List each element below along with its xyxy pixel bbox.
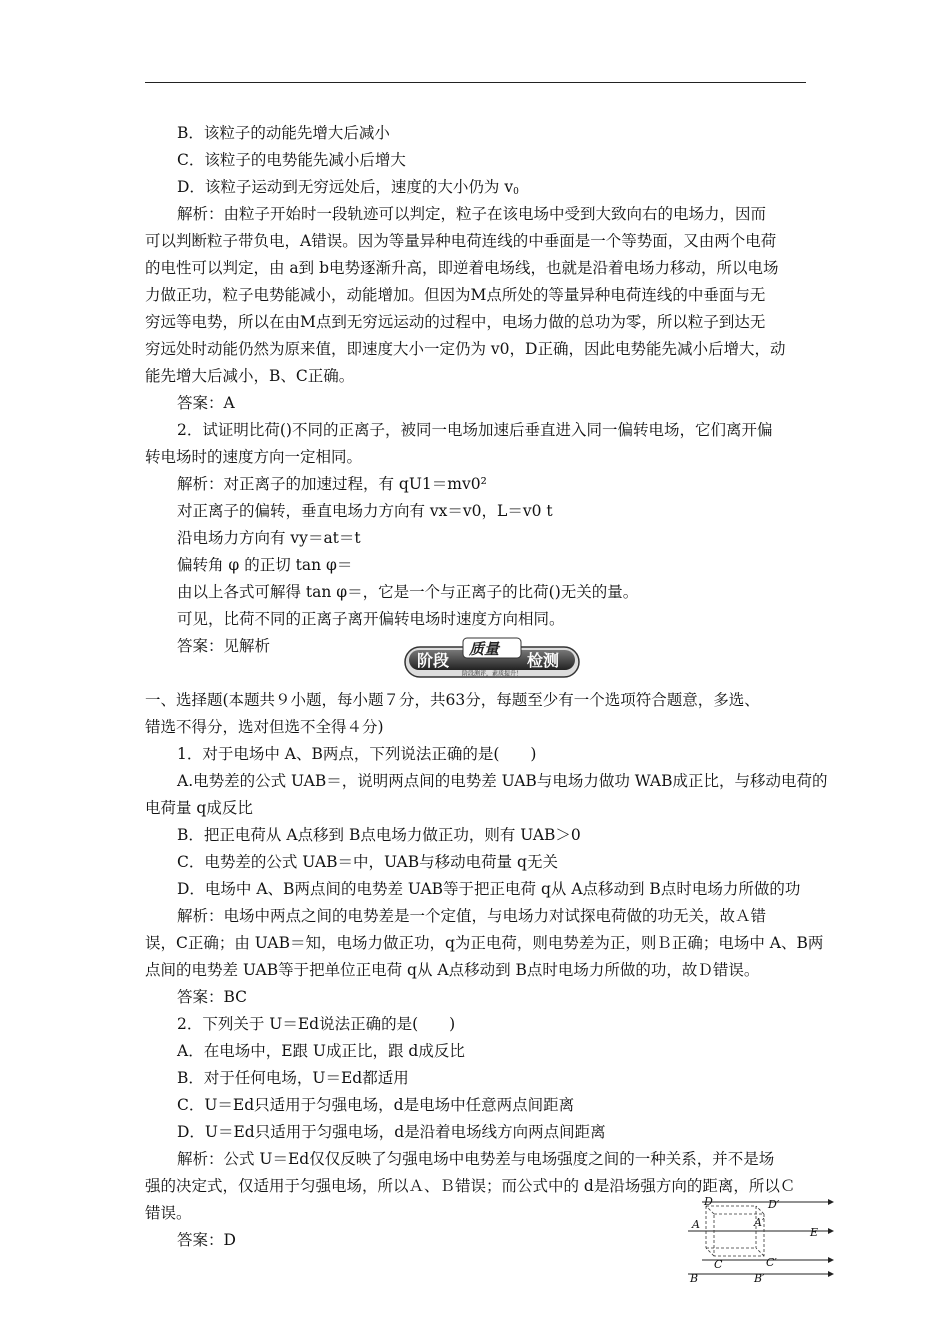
analysis-line: 的电性可以判定，由 a到 b电势逐渐升高，即逆着电场线，也就是沿着电场力移动，所以电场 [145,259,779,277]
analysis-line: 点间的电势差 UAB等于把单位正电荷 q从 A点移动到 B点时电场力所做的功，故Ｄ错误。 [145,961,760,979]
option-a-cont: 电荷量 q成反比 [145,799,253,817]
section-heading: 一、选择题(本题共９小题，每小题７分，共63分，每题至少有一个选项符合题意，多选、 [145,691,760,709]
label-b-prime: B′ [754,1272,765,1284]
question-2-cont: 转电场时的速度方向一定相同。 [145,448,363,466]
label-d: D [704,1196,713,1208]
analysis-line: 解析：公式 U＝Ed仅仅反映了匀强电场中电势差与电场强度之间的一种关系，并不是场 [177,1150,775,1168]
label-d-prime: D′ [768,1198,780,1211]
badge-left-text: 阶段 [417,651,450,670]
answer-line: 答案：A [177,394,235,412]
label-e: E [810,1226,819,1239]
analysis-line: 穷远等电势，所以在由M点到无穷远运动的过程中，电场力做的总功为零，所以粒子到达无 [145,313,766,331]
analysis-line: 错误。 [145,1204,192,1222]
badge-top-text: 质量 [469,640,500,658]
stage-quality-check-badge [403,637,581,679]
analysis-line: 解析：电场中两点之间的电势差是一个定值，与电场力对试探电荷做的功无关，故Ａ错 [177,907,767,925]
analysis-line: 穷远处时动能仍然为原来值，即速度大小一定仍为 v0，D正确，因此电势能先减小后增大，动 [145,340,786,358]
option-b: B．该粒子的动能先增大后减小 [177,124,390,142]
analysis-line: 由以上各式可解得 tan φ＝，它是一个与正离子的比荷()无关的量。 [177,583,639,601]
label-a: A [692,1218,700,1231]
question-1: 1．对于电场中 A、B两点，下列说法正确的是( ) [177,745,537,763]
label-b: B [690,1272,699,1284]
field-diagram-svg [688,1196,836,1284]
option-c: C．该粒子的电势能先减小后增大 [177,151,406,169]
analysis-line: 偏转角 φ 的正切 tan φ＝ [177,556,353,574]
option-c: C．电势差的公式 UAB＝中，UAB与移动电荷量 q无关 [177,853,558,871]
answer-line: 答案：D [177,1231,236,1249]
question-2: 2．试证明比荷()不同的正离子，被同一电场加速后垂直进入同一偏转电场，它们离开偏 [177,421,773,439]
option-d: D．U＝Ed只适用于匀强电场，d是沿着电场线方向两点间距离 [177,1123,606,1141]
analysis-line: 误，C正确；由 UAB＝知，电场力做正功，q为正电荷，则电势差为正，则Ｂ正确；电场中 A、B两 [145,934,824,952]
badge-right-text: 检测 [527,651,560,670]
option-d: D．该粒子运动到无穷远处后，速度的大小仍为 $v_0$ [177,178,519,197]
answer-line: 答案：见解析 [177,637,271,655]
analysis-line: 沿电场力方向有 vy＝at＝t [177,529,361,547]
analysis-line: 可以判断粒子带负电，A错误。因为等量异种电荷连线的中垂面是一个等势面，又由两个电荷 [145,232,777,250]
badge-sub-text: 阶段测评，素质提升！ [461,670,523,678]
question-2: 2．下列关于 U＝Ed说法正确的是( ) [177,1015,456,1033]
analysis-line: 可见，比荷不同的正离子离开偏转电场时速度方向相同。 [177,610,565,628]
option-d: D．电场中 A、B两点间的电势差 UAB等于把正电荷 q从 A点移动到 B点时电场力所做的功 [177,880,801,898]
label-c-prime: C′ [766,1256,777,1269]
badge-graphic [403,637,581,679]
analysis-line: 对正离子的偏转，垂直电场力方向有 vx＝v0，L＝v0 t [177,502,553,520]
option-c: C．U＝Ed只适用于匀强电场，d是电场中任意两点间距离 [177,1096,575,1114]
analysis-line: 力做正功，粒子电势能减小，动能增加。但因为M点所处的等量异种电荷连线的中垂面与无 [145,286,766,304]
section-heading-cont: 错选不得分，选对但选不全得４分) [145,718,384,736]
label-c: C [714,1258,723,1271]
option-a: A.电势差的公式 UAB＝，说明两点间的电势差 UAB与电场力做功 WAB成正比，与移动电荷的 [177,772,828,790]
option-b: B．把正电荷从 A点移到 B点电场力做正功，则有 UAB＞0 [177,826,581,844]
analysis-line: 解析：由粒子开始时一段轨迹可以判定，粒子在该电场中受到大致向右的电场力，因而 [177,205,767,223]
analysis-line: 强的决定式，仅适用于匀强电场，所以Ａ、Ｂ错误；而公式中的 d是沿场强方向的距离，所以Ｃ [145,1177,796,1195]
option-b: B．对于任何电场，U＝Ed都适用 [177,1069,409,1087]
analysis-line: 解析：对正离子的加速过程，有 qU1＝mv0² [177,475,487,493]
label-a-prime: A′ [754,1216,765,1229]
analysis-line: 能先增大后减小，B、C正确。 [145,367,355,385]
answer-line: 答案：BC [177,988,248,1006]
option-a: A．在电场中，E跟 U成正比，跟 d成反比 [177,1042,465,1060]
header-rule [145,82,806,83]
electric-field-cube-diagram [688,1196,836,1284]
